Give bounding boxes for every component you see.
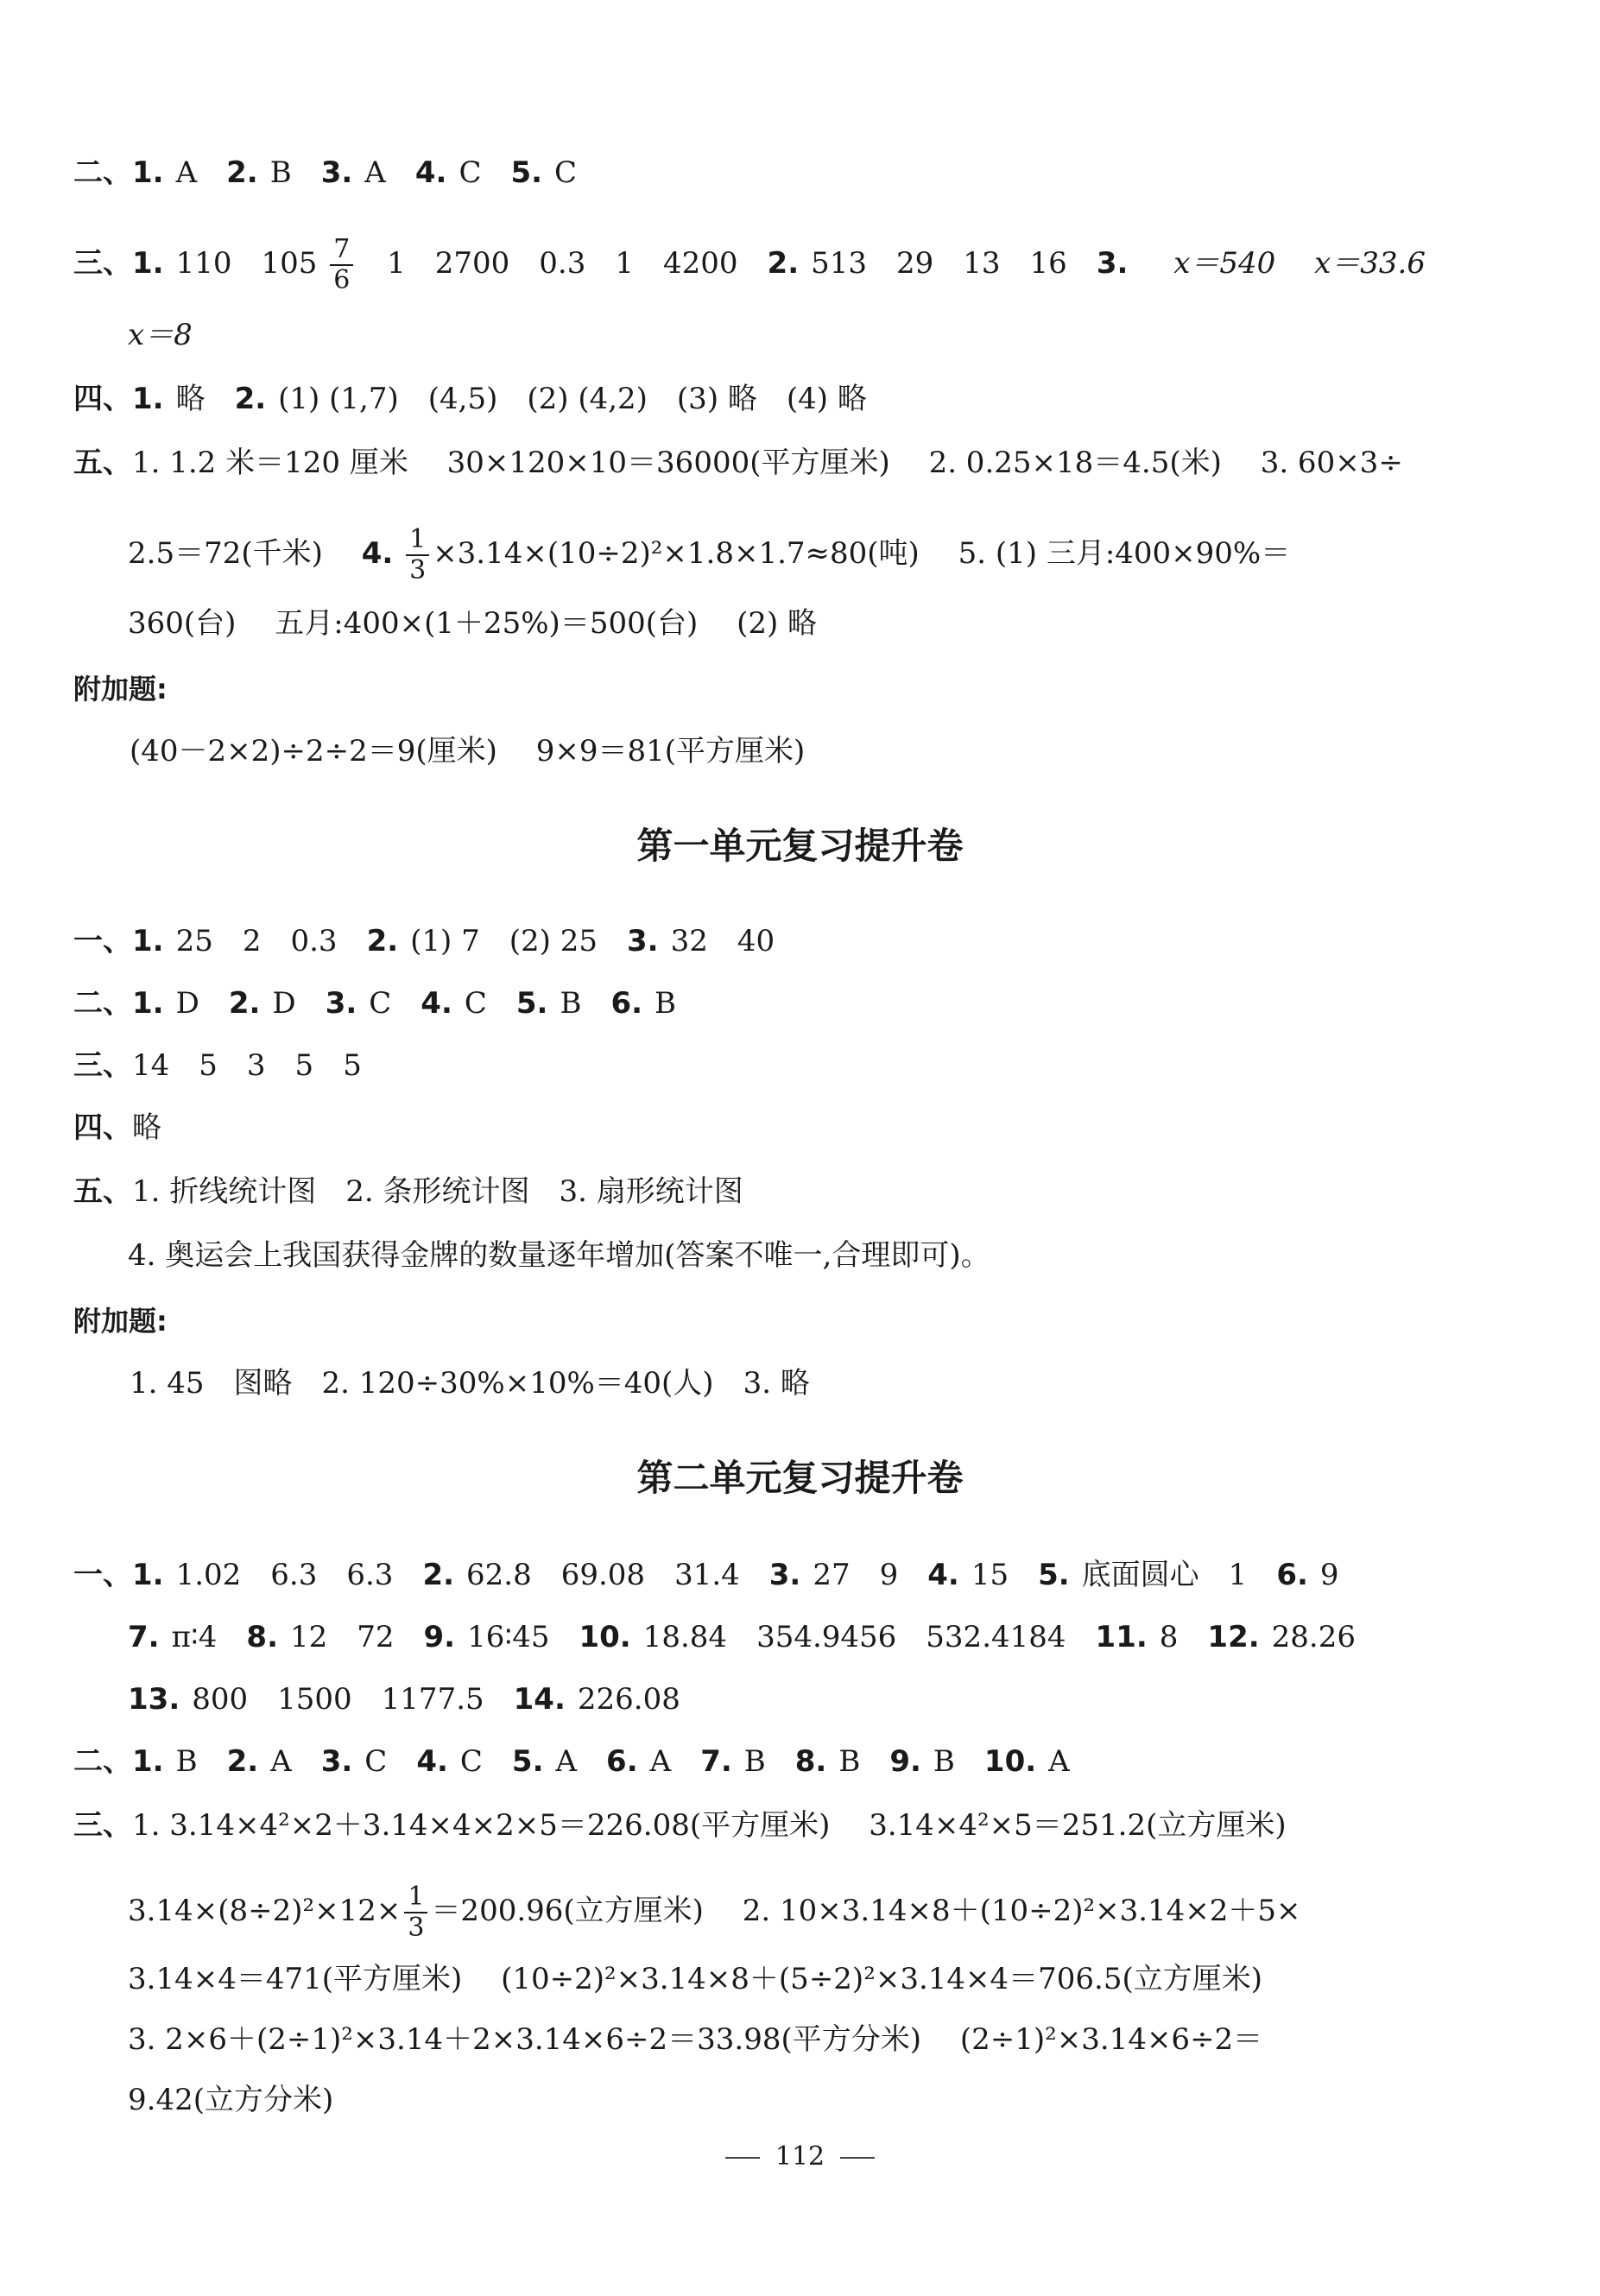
answer-text: 360(台): [128, 606, 237, 641]
fraction: [330, 235, 353, 295]
answer-text: 4. 奥运会上我国获得金牌的数量逐年增加(答案不唯一,合理即可)。: [128, 1238, 990, 1273]
answer-value: π∶4: [171, 1620, 218, 1654]
answer-value: 25: [175, 924, 213, 958]
answer-value: 9: [879, 1558, 899, 1592]
answer-value: 3. 扇形统计图: [559, 1174, 743, 1209]
answer-value: 图略: [233, 1366, 293, 1401]
answer-text: 3.14×4²×5＝251.2(立方厘米): [869, 1808, 1287, 1843]
answer-tokens: [132, 924, 775, 958]
question-number: 11.: [1095, 1620, 1148, 1654]
answer-value: D: [272, 986, 296, 1021]
answer-value: 513: [811, 246, 868, 281]
numerator: 1: [406, 525, 429, 556]
answer-value: 1: [1228, 1558, 1248, 1592]
answer-value: 62.8: [466, 1558, 532, 1592]
answer-value: 2. 条形统计图: [345, 1174, 530, 1209]
answer-value: 29: [896, 246, 934, 281]
answer-value: 6.3: [270, 1558, 318, 1592]
fraction: [406, 525, 429, 585]
question-number: 3.: [768, 1558, 801, 1592]
answer-value: A: [649, 1744, 672, 1779]
question-number: 4.: [927, 1558, 959, 1592]
answer-value: 532.4184: [926, 1620, 1066, 1654]
answer-value: 5: [343, 1048, 362, 1083]
answer-text: ＝200.96(立方厘米): [431, 1894, 704, 1928]
question-number: 12.: [1207, 1620, 1260, 1654]
question-number: 1.: [132, 1744, 164, 1779]
extra-question-label: 附加题:: [73, 1305, 168, 1338]
section-label: 二、: [73, 986, 132, 1021]
answer-value: C: [458, 155, 482, 190]
answer-value: 2: [242, 924, 262, 958]
answer-value: 1177.5: [381, 1682, 484, 1717]
question-number: 4.: [414, 155, 447, 190]
question-number: 2.: [234, 382, 267, 416]
s2-line-5b: [128, 1237, 990, 1275]
s2-line-3: [73, 1047, 362, 1085]
answer-value: 1. 45: [130, 1366, 205, 1401]
answer-value: (2) 25: [509, 924, 598, 958]
answer-value: 1.02: [175, 1558, 242, 1592]
answer-tokens: [130, 1366, 810, 1401]
answer-value: 72: [357, 1620, 395, 1654]
page-number-text: 112: [775, 2141, 825, 2172]
question-number: 2.: [767, 246, 800, 281]
question-number: 7.: [128, 1620, 160, 1654]
answer-value: 4200: [663, 246, 738, 281]
s3-line-3e: [128, 2081, 333, 2119]
answer-tokens: [132, 155, 577, 190]
answer-value: 3: [246, 1048, 266, 1083]
s2-line-4: [73, 1109, 161, 1147]
answer-value: 9: [1319, 1558, 1339, 1592]
answer-value: C: [369, 986, 392, 1021]
s1-line-5b: [128, 525, 1290, 585]
answer-value: 16: [1029, 246, 1067, 281]
answer-value: 2700: [434, 246, 510, 281]
question-number: 6.: [1276, 1558, 1308, 1592]
question-number: 3.: [626, 924, 659, 958]
answer-value: 5: [199, 1048, 218, 1083]
s1-line-5c: [128, 604, 817, 642]
answer-value: (3) 略: [676, 382, 757, 416]
answer-value: 1: [615, 246, 634, 281]
answer-value: 27: [813, 1558, 851, 1592]
s1-line-5: [73, 444, 1403, 482]
section-label: 一、: [73, 924, 132, 958]
answer-value: 18.84: [642, 1620, 728, 1654]
section-title: 第二单元复习提升卷: [636, 1457, 964, 1499]
answer-tokens: [387, 246, 1140, 281]
question-number: 4.: [361, 536, 394, 571]
answer-text: 3. 60×3÷: [1260, 446, 1403, 480]
question-number: 10.: [983, 1744, 1037, 1779]
answer-text: 3. 2×6＋(2÷1)²×3.14＋2×3.14×6÷2＝33.98(平方分米): [128, 2022, 922, 2057]
denominator: 6: [333, 265, 351, 295]
s2-extra: [130, 1364, 810, 1402]
question-number: 1.: [132, 924, 164, 958]
question-number: 4.: [421, 986, 452, 1021]
s1-extra: [130, 732, 805, 770]
question-number: 5.: [1038, 1558, 1070, 1592]
numerator: 7: [330, 235, 353, 266]
question-number: 8.: [794, 1744, 827, 1779]
s3-line-1c: [128, 1680, 680, 1718]
section-label: 三、: [73, 1048, 132, 1083]
section-title: 第一单元复习提升卷: [636, 825, 964, 867]
denominator: 3: [409, 555, 427, 585]
numerator: 1: [404, 1882, 427, 1913]
question-number: 8.: [246, 1620, 278, 1654]
answer-text: 2.5＝72(千米): [128, 536, 323, 571]
answer-text: ×3.14×(10÷2)²×1.8×1.7≈80(吨): [433, 536, 920, 571]
question-number: 3.: [320, 155, 353, 190]
answer-text: 1. 3.14×4²×2＋3.14×4×2×5＝226.08(平方厘米): [132, 1808, 831, 1843]
answer-value: 5: [294, 1048, 314, 1083]
s3-line-1: [73, 1556, 1339, 1594]
question-number: 9.: [889, 1744, 921, 1779]
s3-line-3d: [128, 2021, 1262, 2059]
question-number: 1.: [132, 246, 164, 281]
answer-value: A: [364, 155, 386, 190]
section-label: 二、: [73, 1744, 132, 1779]
answer-text: (2÷1)²×3.14×6÷2＝: [959, 2022, 1263, 2057]
answer-text: 5. (1) 三月:400×90%＝: [958, 536, 1291, 571]
answer-value: 底面圆心: [1081, 1558, 1199, 1592]
s2-line-5: [73, 1173, 743, 1211]
question-number: 2.: [226, 1744, 259, 1779]
answer-text: (10÷2)²×3.14×8＋(5÷2)²×3.14×4＝706.5(立方厘米): [501, 1962, 1263, 1996]
answer-value: 1. 折线统计图: [132, 1174, 317, 1209]
answer-value: 1: [387, 246, 406, 281]
s1-line-3: [73, 235, 1426, 295]
s1-line-2: [73, 154, 577, 192]
answer-value: C: [459, 1744, 483, 1779]
answer-tokens: [132, 1744, 1070, 1779]
answer-value: 12: [289, 1620, 328, 1654]
equation: x＝540: [1173, 246, 1276, 281]
s2-line-2: [73, 984, 676, 1022]
answer-tokens: [132, 382, 867, 416]
answer-value: A: [555, 1744, 578, 1779]
question-number: 14.: [513, 1682, 566, 1717]
s3-line-3c: [128, 1960, 1262, 1998]
answer-value: 32: [670, 924, 708, 958]
s3-line-3: [73, 1806, 1287, 1844]
answer-value: 13: [963, 246, 1001, 281]
s1-line-4: [73, 380, 867, 418]
question-number: 13.: [128, 1682, 180, 1717]
answer-value: 354.9456: [756, 1620, 897, 1654]
answer-value: (4) 略: [786, 382, 867, 416]
question-number: 4.: [416, 1744, 448, 1779]
answer-value: A: [1048, 1744, 1070, 1779]
question-number: 1.: [132, 155, 164, 190]
answer-value: 40: [737, 924, 775, 958]
answer-value: 8: [1159, 1620, 1179, 1654]
question-number: 3.: [1096, 246, 1129, 281]
answer-text: 3.14×(8÷2)²×12×: [128, 1894, 402, 1928]
answer-value: C: [364, 1744, 388, 1779]
question-number: 1.: [132, 1558, 164, 1592]
answer-text: 略: [132, 1110, 161, 1145]
question-number: 7.: [700, 1744, 732, 1779]
section-label: 三、: [73, 1808, 132, 1843]
question-number: 6.: [606, 1744, 638, 1779]
fraction: [404, 1882, 427, 1943]
equation: x＝33.6: [1314, 246, 1426, 281]
answer-value: 3. 略: [743, 1366, 810, 1401]
answer-tokens: [128, 1620, 1356, 1654]
answer-value: 69.08: [560, 1558, 646, 1592]
answer-value: 28.26: [1271, 1620, 1356, 1654]
s3-line-2: [73, 1743, 1070, 1781]
section-label: 四、: [73, 1110, 132, 1145]
answer-value: 略: [175, 382, 206, 416]
answer-tokens: [132, 1174, 743, 1209]
answer-text: 9×9＝81(平方厘米): [535, 734, 806, 768]
question-number: 2.: [226, 155, 258, 190]
answer-value: B: [933, 1744, 955, 1779]
question-number: 3.: [320, 1744, 353, 1779]
question-number: 5.: [515, 986, 548, 1021]
answer-tokens: [132, 986, 676, 1021]
answer-text: (2) 略: [737, 606, 818, 641]
answer-value: B: [560, 986, 582, 1021]
question-number: 10.: [579, 1620, 631, 1654]
s3-line-3b: [128, 1882, 1301, 1943]
answer-value: B: [655, 986, 677, 1021]
answer-value: 800: [192, 1682, 249, 1717]
answer-value: 226.08: [577, 1682, 680, 1717]
answer-value: 2. 120÷30%×10%＝40(人): [321, 1366, 714, 1401]
answer-tokens: [132, 1048, 362, 1083]
extra-question-label: 附加题:: [73, 673, 168, 705]
answer-text: 2. 10×3.14×8＋(10÷2)²×3.14×2＋5×: [742, 1894, 1301, 1928]
answer-value: A: [175, 155, 198, 190]
answer-value: B: [838, 1744, 861, 1779]
question-number: 2.: [422, 1558, 455, 1592]
answer-value: C: [464, 986, 487, 1021]
answer-value: B: [269, 155, 292, 190]
question-number: 9.: [423, 1620, 456, 1654]
s3-line-1b: [128, 1618, 1356, 1656]
question-number: 2.: [366, 924, 399, 958]
question-number: 5.: [510, 155, 543, 190]
s2-line-1: [73, 922, 775, 960]
answer-tokens: [132, 1558, 1339, 1592]
answer-value: (4,5): [427, 382, 498, 416]
answer-value: 110: [175, 246, 232, 281]
section-label: 一、: [73, 1558, 132, 1592]
answer-value: C: [554, 155, 578, 190]
question-number: 1.: [132, 382, 164, 416]
answer-tokens: [128, 1682, 680, 1717]
answer-value: 15: [971, 1558, 1009, 1592]
section-label: 四、: [73, 382, 132, 416]
answer-value: (1) (1,7): [278, 382, 399, 416]
answer-value: B: [743, 1744, 766, 1779]
answer-text: 3.14×4＝471(平方厘米): [128, 1962, 463, 1996]
s1-line-3b: [128, 316, 193, 354]
answer-value: 16∶45: [467, 1620, 550, 1654]
section-label: 三、: [73, 246, 132, 281]
answer-value: D: [175, 986, 199, 1021]
answer-value: 0.3: [290, 924, 338, 958]
answer-tokens: [132, 246, 317, 281]
answer-value: 105: [261, 246, 318, 281]
answer-value: 1500: [277, 1682, 352, 1717]
answer-value: B: [175, 1744, 198, 1779]
answer-value: 6.3: [346, 1558, 394, 1592]
answer-text: 2. 0.25×18＝4.5(米): [928, 446, 1222, 480]
answer-text: (40－2×2)÷2÷2＝9(厘米): [130, 734, 497, 768]
answer-value: 0.3: [539, 246, 586, 281]
equation: x＝8: [128, 318, 193, 352]
section-label: 五、: [73, 1174, 132, 1209]
page-number: [0, 2140, 1600, 2174]
answer-text: 9.42(立方分米): [128, 2083, 334, 2117]
denominator: 3: [408, 1913, 425, 1943]
question-number: 3.: [325, 986, 357, 1021]
question-number: 1.: [132, 986, 164, 1021]
answer-value: (2) (4,2): [527, 382, 648, 416]
section-label: 二、: [73, 155, 132, 190]
answer-value: A: [270, 1744, 292, 1779]
answer-value: (1) 7: [410, 924, 480, 958]
answer-text: 30×120×10＝36000(平方厘米): [446, 446, 890, 480]
answer-text: 1. 1.2 米＝120 厘米: [132, 446, 408, 480]
question-number: 2.: [228, 986, 261, 1021]
answer-value: 14: [132, 1048, 170, 1083]
question-number: 5.: [511, 1744, 544, 1779]
answer-text: 五月:400×(1＋25%)＝500(台): [275, 606, 699, 641]
question-number: 6.: [610, 986, 643, 1021]
section-label: 五、: [73, 446, 132, 480]
answer-value: 31.4: [674, 1558, 740, 1592]
